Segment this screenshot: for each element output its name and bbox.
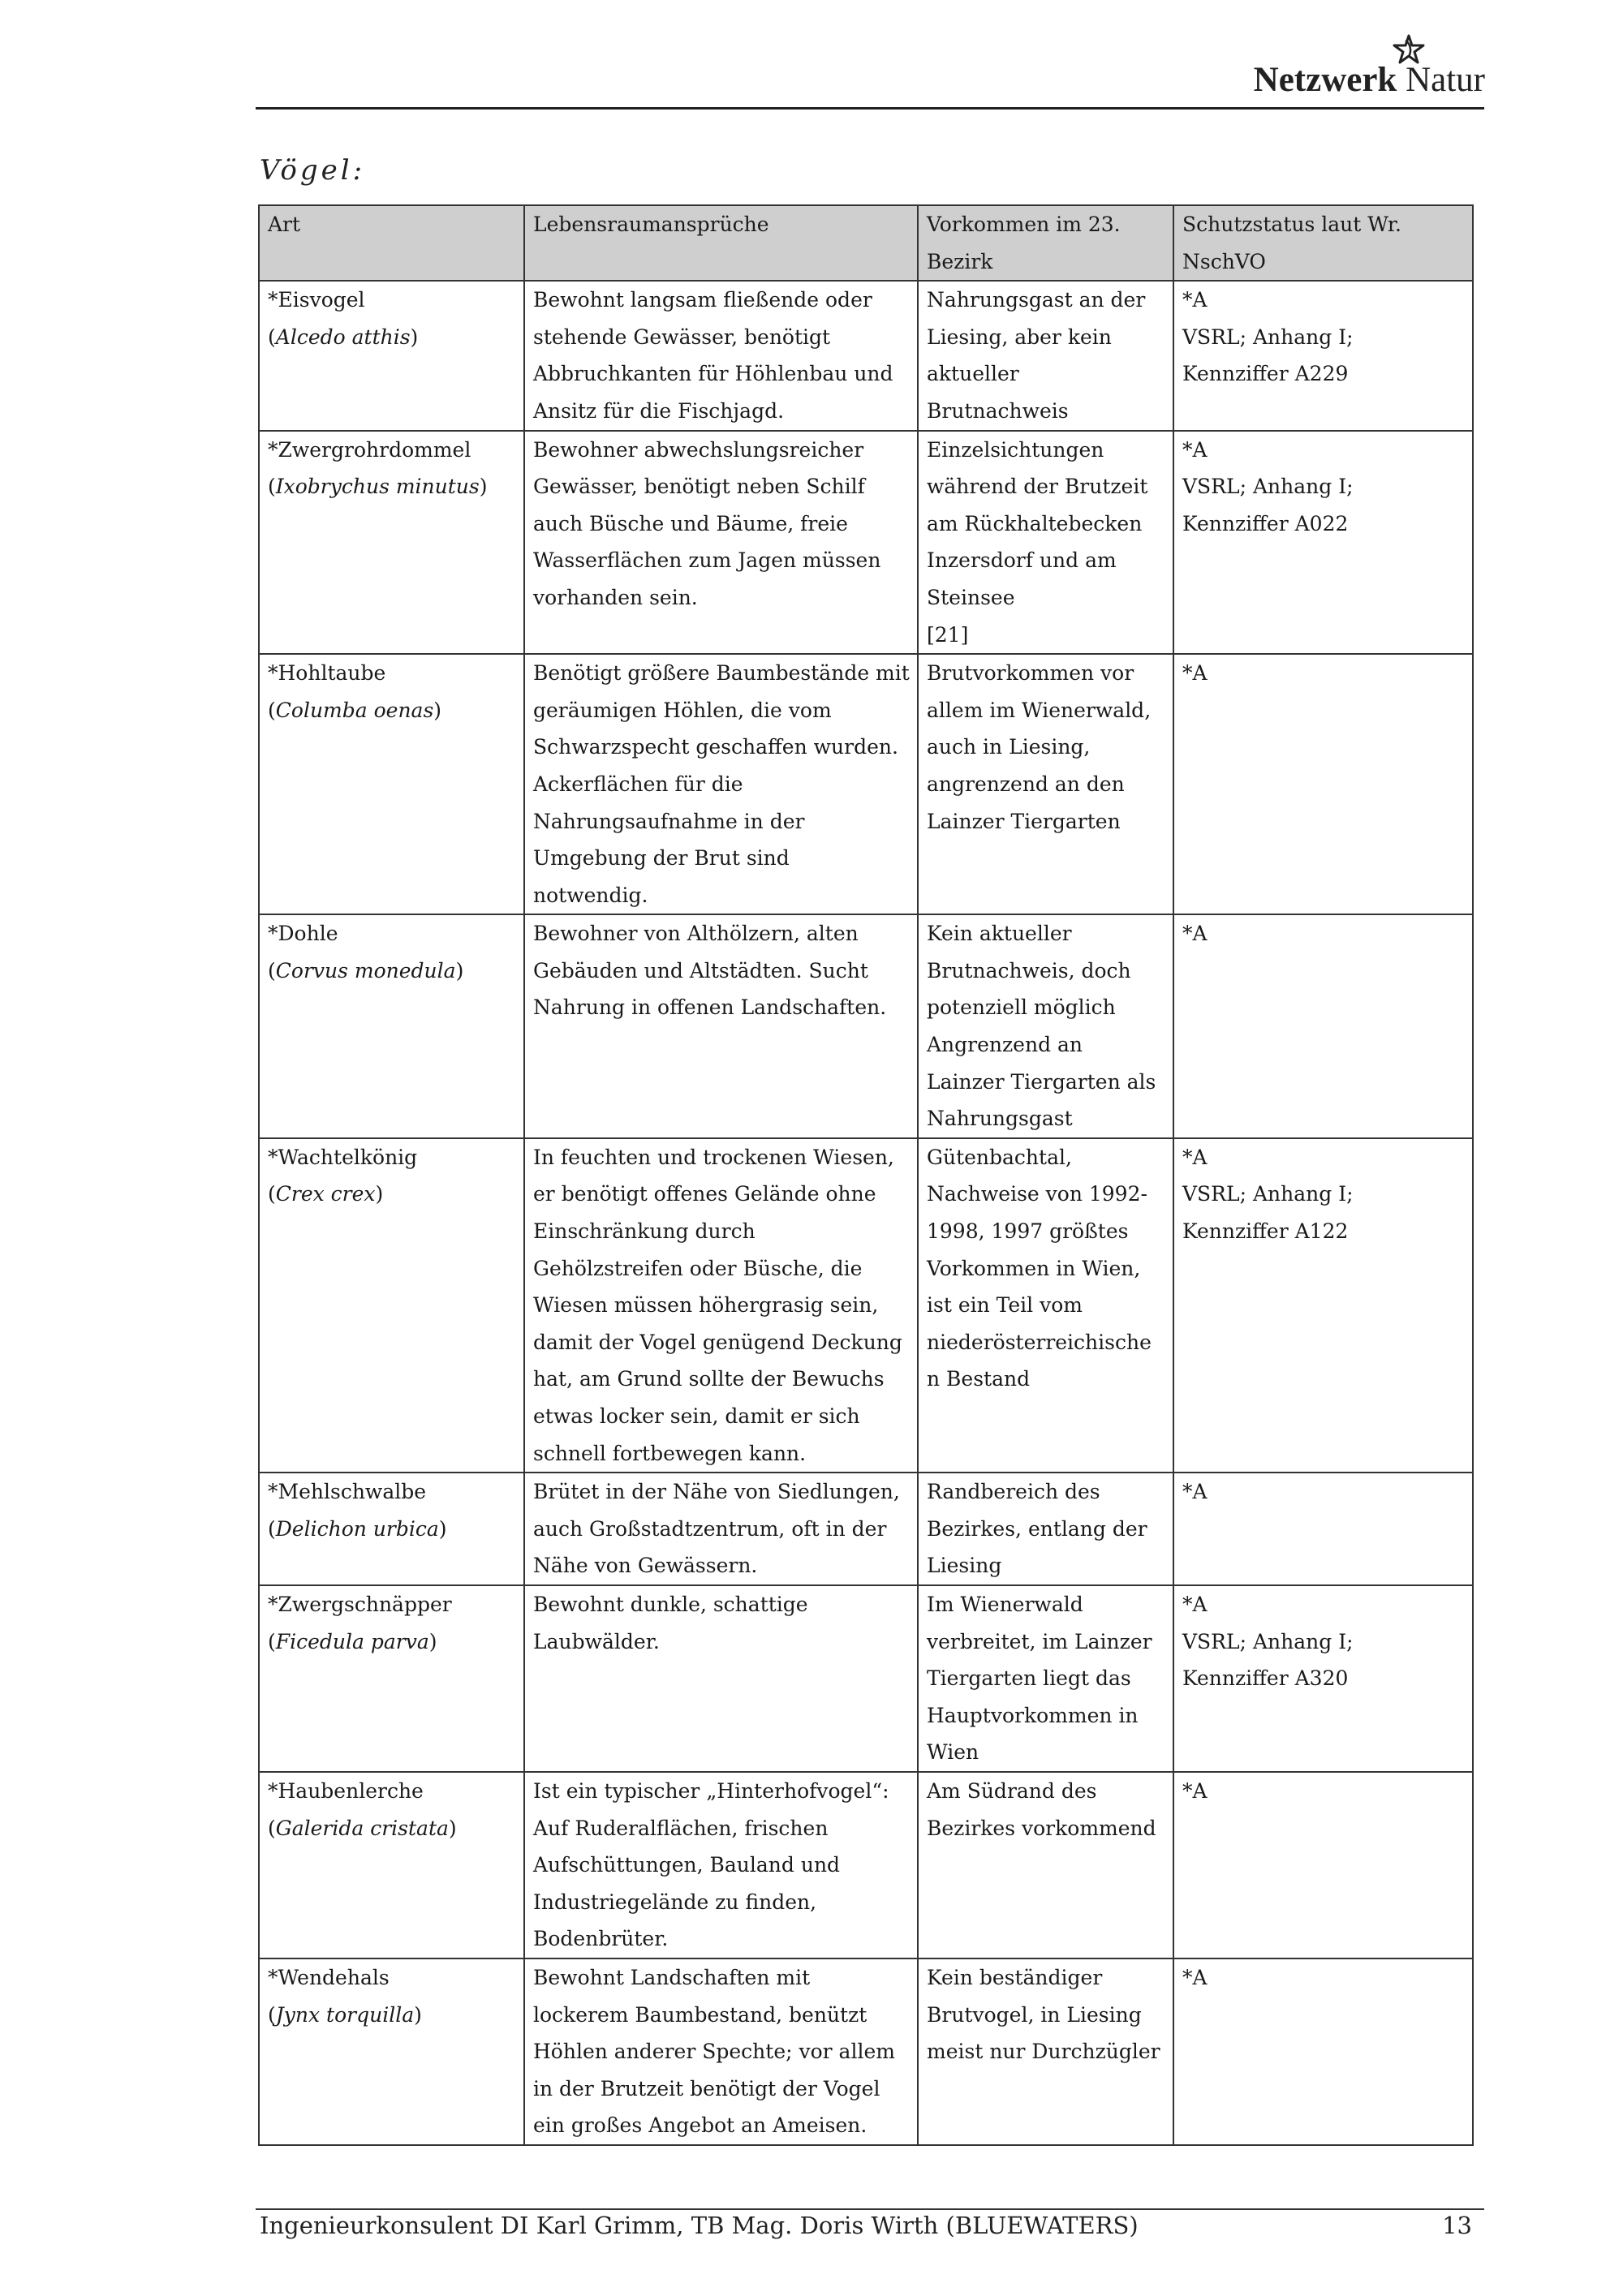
page-number: 13	[1442, 2212, 1472, 2239]
column-header-line: Vorkommen im 23.	[927, 213, 1121, 236]
occurrence-cell-line: Gütenbachtal,	[927, 1145, 1072, 1169]
footer-author: Ingenieurkonsulent DI Karl Grimm, TB Mag. Doris Wirth (BLUEWATERS)	[260, 2212, 1139, 2239]
status-cell-line: VSRL; Anhang I;	[1182, 1182, 1354, 1206]
occurrence-cell	[918, 1772, 1173, 1958]
occurrence-cell-line: Hauptvorkommen in	[927, 1703, 1139, 1727]
species-common-name: *Dohle	[268, 922, 338, 946]
status-cell-line: Kennziffer A320	[1182, 1666, 1349, 1691]
habitat-cell-line: vorhanden sein.	[533, 585, 698, 609]
paren: )	[428, 1629, 437, 1653]
occurrence-cell-line: Liesing	[927, 1554, 1002, 1578]
habitat-cell	[524, 914, 918, 1138]
habitat-cell-line: auch Großstadtzentrum, oft in der	[533, 1516, 887, 1541]
species-scientific-line	[268, 1511, 515, 1548]
habitat-cell	[524, 1772, 918, 1958]
column-header	[918, 205, 1173, 281]
habitat-cell-line: notwendig.	[533, 883, 648, 907]
status-cell	[1173, 431, 1473, 655]
habitat-cell-line: in der Brutzeit benötigt der Vogel	[533, 2076, 880, 2100]
occurrence-cell-line: Kein aktueller	[927, 922, 1072, 946]
habitat-cell-line: Gebäuden und Altstädten. Sucht	[533, 958, 868, 982]
habitat-cell-line: Wiesen müssen höhergrasig sein,	[533, 1293, 879, 1318]
status-cell	[1173, 1138, 1473, 1473]
habitat-cell-line: Laubwälder.	[533, 1629, 660, 1653]
habitat-cell-line: Aufschüttungen, Bauland und	[533, 1853, 841, 1877]
species-common-name: *Hohltaube	[268, 661, 386, 686]
paren: )	[448, 1816, 457, 1840]
habitat-cell-line: In feuchten und trockenen Wiesen,	[533, 1145, 894, 1169]
occurrence-cell	[918, 1958, 1173, 2145]
table-body	[259, 281, 1473, 2145]
occurrence-cell-line: Wien	[927, 1740, 979, 1765]
species-cell	[259, 1585, 524, 1772]
occurrence-cell-line: Brutvorkommen vor	[927, 661, 1134, 686]
species-common-name: *Haubenlerche	[268, 1778, 424, 1803]
occurrence-cell-line: Steinsee	[927, 585, 1015, 609]
occurrence-cell-line: während der Brutzeit	[927, 475, 1148, 499]
habitat-cell-line: Gehölzstreifen oder Büsche, die	[533, 1256, 863, 1280]
table-row	[259, 1138, 1473, 1473]
habitat-cell-line: Nähe von Gewässern.	[533, 1554, 758, 1578]
occurrence-cell-line: verbreitet, im Lainzer	[927, 1629, 1152, 1653]
occurrence-cell-line: Nahrungsgast an der	[927, 288, 1146, 312]
species-cell	[259, 431, 524, 655]
species-common-name: *Zwergrohrdommel	[268, 437, 471, 462]
habitat-cell-line: damit der Vogel genügend Deckung	[533, 1330, 902, 1354]
species-cell	[259, 654, 524, 914]
status-cell-line: *A	[1182, 1592, 1208, 1616]
occurrence-cell-line: auch in Liesing,	[927, 735, 1091, 759]
status-cell	[1173, 1772, 1473, 1958]
habitat-cell-line: Bewohnt dunkle, schattige	[533, 1592, 808, 1616]
species-scientific-line	[268, 1997, 515, 2034]
occurrence-cell-line: niederösterreichische	[927, 1330, 1152, 1354]
species-scientific-line	[268, 1176, 515, 1213]
species-cell	[259, 1138, 524, 1473]
habitat-cell-line: etwas locker sein, damit er sich	[533, 1404, 860, 1428]
habitat-cell-line: Schwarzspecht geschaffen wurden.	[533, 735, 898, 759]
species-common-name: *Eisvogel	[268, 288, 365, 312]
occurrence-cell-line: potenziell möglich	[927, 995, 1116, 1020]
habitat-cell	[524, 1138, 918, 1473]
species-scientific-line	[268, 319, 515, 356]
occurrence-cell-line: [21]	[927, 622, 969, 647]
occurrence-cell-line: Inzersdorf und am	[927, 548, 1117, 573]
habitat-cell	[524, 431, 918, 655]
species-scientific-name: Crex crex	[275, 1182, 376, 1206]
status-cell	[1173, 1585, 1473, 1772]
habitat-cell-line: Wasserflächen zum Jagen müssen	[533, 548, 881, 573]
paren: (	[268, 958, 276, 982]
logo-bold: Netzwerk	[1253, 61, 1397, 99]
occurrence-cell-line: Bezirkes, entlang der	[927, 1516, 1147, 1541]
status-cell	[1173, 281, 1473, 430]
habitat-cell-line: Einschränkung durch	[533, 1219, 756, 1244]
habitat-cell	[524, 1958, 918, 2145]
habitat-cell-line: schnell fortbewegen kann.	[533, 1441, 807, 1465]
status-cell-line: VSRL; Anhang I;	[1182, 1629, 1354, 1653]
species-cell	[259, 281, 524, 430]
table-header-row	[259, 205, 1473, 281]
column-header-line: Lebensraumansprüche	[533, 213, 769, 236]
occurrence-cell	[918, 431, 1173, 655]
species-scientific-name: Jynx torquilla	[275, 2002, 415, 2027]
status-cell-line: *A	[1182, 288, 1208, 312]
habitat-cell-line: Nahrungsaufnahme in der	[533, 809, 805, 833]
occurrence-cell-line: am Rückhaltebecken	[927, 511, 1143, 535]
habitat-cell-line: lockerem Baumbestand, benützt	[533, 2002, 867, 2027]
species-cell	[259, 1958, 524, 2145]
habitat-cell-line: er benötigt offenes Gelände ohne	[533, 1182, 876, 1206]
column-header	[1173, 205, 1473, 281]
species-table	[258, 204, 1474, 2146]
column-header-line: Art	[268, 213, 301, 236]
species-common-name: *Wendehals	[268, 1965, 390, 1989]
occurrence-cell-line: Lainzer Tiergarten	[927, 809, 1121, 833]
paren: (	[268, 1182, 276, 1206]
species-common-name: *Mehlschwalbe	[268, 1480, 427, 1504]
habitat-cell-line: Auf Ruderalflächen, frischen	[533, 1816, 829, 1840]
habitat-cell	[524, 1473, 918, 1585]
status-cell	[1173, 914, 1473, 1138]
occurrence-cell-line: Am Südrand des	[927, 1778, 1097, 1803]
column-header	[524, 205, 918, 281]
footer-rule	[256, 2208, 1484, 2210]
habitat-cell-line: Abbruchkanten für Höhlenbau und	[533, 362, 893, 386]
table-row	[259, 1585, 1473, 1772]
paren: (	[268, 325, 276, 349]
habitat-cell-line: Bodenbrüter.	[533, 1927, 669, 1951]
paren: )	[375, 1182, 384, 1206]
habitat-cell-line: Bewohner von Althölzern, alten	[533, 922, 859, 946]
status-cell-line: *A	[1182, 1480, 1208, 1504]
habitat-cell-line: geräumigen Höhlen, die vom	[533, 698, 832, 722]
habitat-cell-line: Industriegelände zu finden,	[533, 1890, 817, 1914]
species-scientific-line	[268, 1623, 515, 1661]
habitat-cell-line: Ist ein typischer „Hinterhofvogel“:	[533, 1778, 889, 1803]
habitat-cell	[524, 281, 918, 430]
table-row	[259, 1473, 1473, 1585]
habitat-cell-line: Höhlen anderer Spechte; vor allem	[533, 2040, 895, 2064]
column-header-line: Bezirk	[927, 249, 993, 273]
occurrence-cell	[918, 1473, 1173, 1585]
status-cell-line: *A	[1182, 1145, 1208, 1169]
status-cell	[1173, 1958, 1473, 2145]
species-cell	[259, 1772, 524, 1958]
occurrence-cell-line: allem im Wienerwald,	[927, 698, 1152, 722]
occurrence-cell-line: Kein beständiger	[927, 1965, 1103, 1989]
paren: )	[414, 2002, 422, 2027]
status-cell-line: Kennziffer A122	[1182, 1219, 1349, 1244]
habitat-cell-line: Brütet in der Nähe von Siedlungen,	[533, 1480, 900, 1504]
occurrence-cell	[918, 1138, 1173, 1473]
occurrence-cell-line: Liesing, aber kein	[927, 325, 1112, 349]
paren: (	[268, 1816, 276, 1840]
table-row	[259, 654, 1473, 914]
status-cell-line: *A	[1182, 661, 1208, 686]
species-common-name: *Wachtelkönig	[268, 1145, 418, 1169]
habitat-cell-line: Bewohnt Landschaften mit	[533, 1965, 811, 1989]
occurrence-cell-line: 1998, 1997 größtes	[927, 1219, 1129, 1244]
species-scientific-name: Galerida cristata	[275, 1816, 449, 1840]
section-title: Vögel:	[260, 154, 366, 187]
occurrence-cell-line: Einzelsichtungen	[927, 437, 1104, 462]
occurrence-cell-line: Bezirkes vorkommend	[927, 1816, 1156, 1840]
paren: )	[433, 698, 442, 722]
table-row	[259, 1772, 1473, 1958]
occurrence-cell-line: angrenzend an den	[927, 772, 1125, 796]
habitat-cell	[524, 654, 918, 914]
species-common-name: *Zwergschnäpper	[268, 1592, 452, 1616]
habitat-cell-line: Bewohner abwechslungsreicher	[533, 437, 864, 462]
status-cell	[1173, 1473, 1473, 1585]
paren: (	[268, 1629, 276, 1653]
status-cell-line: Kennziffer A022	[1182, 511, 1349, 535]
occurrence-cell-line: Tiergarten liegt das	[927, 1666, 1131, 1691]
habitat-cell-line: Umgebung der Brut sind	[533, 846, 790, 871]
column-header-line: NschVO	[1182, 249, 1266, 273]
species-scientific-line	[268, 952, 515, 990]
status-cell-line: *A	[1182, 437, 1208, 462]
status-cell-line: *A	[1182, 1778, 1208, 1803]
table-row	[259, 914, 1473, 1138]
species-scientific-name: Corvus monedula	[275, 958, 456, 982]
species-cell	[259, 1473, 524, 1585]
habitat-cell-line: Benötigt größere Baumbestände mit	[533, 661, 910, 686]
habitat-cell-line: Gewässer, benötigt neben Schilf	[533, 475, 865, 499]
species-cell	[259, 914, 524, 1138]
header-rule	[256, 107, 1484, 110]
status-cell-line: Kennziffer A229	[1182, 362, 1349, 386]
logo-text	[1250, 60, 1485, 100]
occurrence-cell-line: Nachweise von 1992-	[927, 1182, 1147, 1206]
species-scientific-line	[268, 1810, 515, 1847]
table-row	[259, 1958, 1473, 2145]
occurrence-cell	[918, 654, 1173, 914]
occurrence-cell-line: Lainzer Tiergarten als	[927, 1069, 1156, 1094]
occurrence-cell	[918, 281, 1173, 430]
species-scientific-name: Ixobrychus minutus	[275, 475, 480, 499]
occurrence-cell-line: Vorkommen in Wien,	[927, 1256, 1141, 1280]
species-scientific-name: Ficedula parva	[275, 1629, 429, 1653]
paren: )	[479, 475, 488, 499]
occurrence-cell-line: aktueller	[927, 362, 1019, 386]
paren: )	[438, 1516, 447, 1541]
status-cell-line: *A	[1182, 922, 1208, 946]
species-scientific-name: Delichon urbica	[275, 1516, 439, 1541]
habitat-cell-line: stehende Gewässer, benötigt	[533, 325, 831, 349]
habitat-cell-line: auch Büsche und Bäume, freie	[533, 511, 848, 535]
species-scientific-name: Alcedo atthis	[275, 325, 411, 349]
occurrence-cell-line: Brutvogel, in Liesing	[927, 2002, 1142, 2027]
netzwerk-natur-logo	[1242, 32, 1485, 97]
column-header	[259, 205, 524, 281]
occurrence-cell-line: meist nur Durchzügler	[927, 2040, 1160, 2064]
species-scientific-name: Columba oenas	[275, 698, 434, 722]
habitat-cell-line: hat, am Grund sollte der Bewuchs	[533, 1367, 885, 1391]
status-cell-line: *A	[1182, 1965, 1208, 1989]
occurrence-cell-line: Angrenzend an	[927, 1033, 1083, 1057]
habitat-cell-line: ein großes Angebot an Ameisen.	[533, 2113, 867, 2138]
habitat-cell-line: Bewohnt langsam fließende oder	[533, 288, 872, 312]
habitat-cell	[524, 1585, 918, 1772]
paren: )	[455, 958, 464, 982]
occurrence-cell-line: Im Wienerwald	[927, 1592, 1083, 1616]
occurrence-cell-line: Brutnachweis, doch	[927, 958, 1131, 982]
habitat-cell-line: Nahrung in offenen Landschaften.	[533, 995, 887, 1020]
occurrence-cell	[918, 1585, 1173, 1772]
paren: (	[268, 1516, 276, 1541]
status-cell	[1173, 654, 1473, 914]
occurrence-cell-line: ist ein Teil vom	[927, 1293, 1083, 1318]
species-scientific-line	[268, 692, 515, 729]
paren: (	[268, 2002, 276, 2027]
status-cell-line: VSRL; Anhang I;	[1182, 325, 1354, 349]
logo-normal: Natur	[1406, 61, 1485, 99]
occurrence-cell-line: Brutnachweis	[927, 398, 1069, 423]
paren: )	[410, 325, 419, 349]
column-header-line: Schutzstatus laut Wr.	[1182, 213, 1401, 236]
species-scientific-line	[268, 468, 515, 505]
table-row	[259, 431, 1473, 655]
occurrence-cell-line: n Bestand	[927, 1367, 1031, 1391]
table-row	[259, 281, 1473, 430]
paren: (	[268, 475, 276, 499]
status-cell-line: VSRL; Anhang I;	[1182, 475, 1354, 499]
paren: (	[268, 698, 276, 722]
occurrence-cell	[918, 914, 1173, 1138]
habitat-cell-line: Ackerflächen für die	[533, 772, 743, 796]
occurrence-cell-line: Randbereich des	[927, 1480, 1100, 1504]
habitat-cell-line: Ansitz für die Fischjagd.	[533, 398, 785, 423]
occurrence-cell-line: Nahrungsgast	[927, 1107, 1073, 1131]
